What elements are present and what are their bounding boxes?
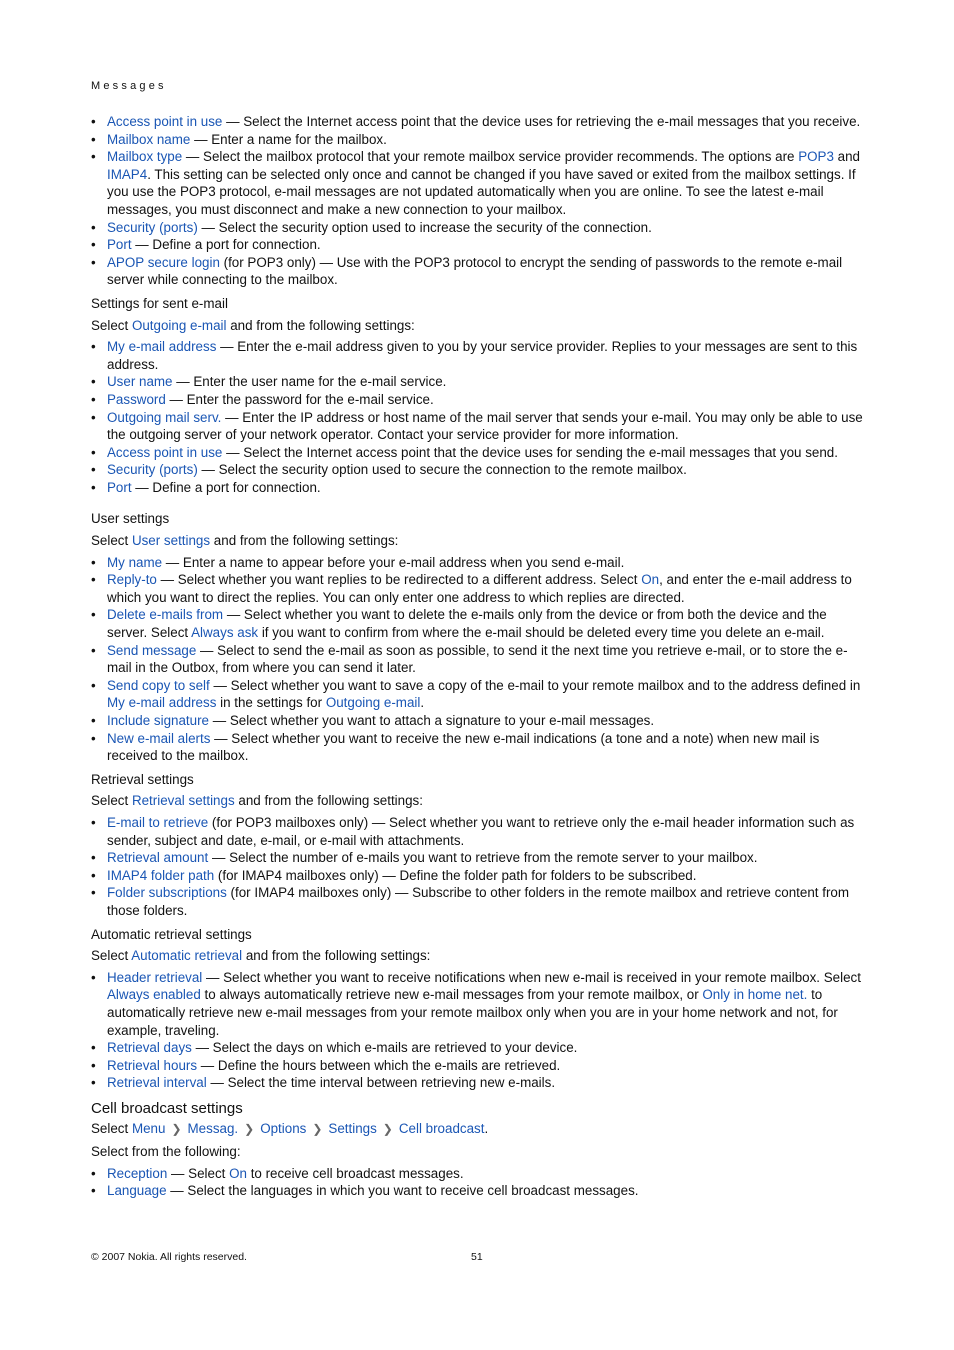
option-my-e-mail-address-link[interactable]: My e-mail address	[107, 695, 217, 711]
description-text: — Select to send the e-mail as soon as possible, to send it the next time you retrieve e-mail, or to store the e-mail in the Outbox, from where you can send it later.	[107, 642, 848, 676]
list-item	[91, 554, 866, 572]
automatic-retrieval-list	[91, 969, 866, 1092]
setting-new-e-mail-alerts-link[interactable]: New e-mail alerts	[107, 730, 211, 746]
setting-security-ports-link[interactable]: Security (ports)	[107, 219, 198, 235]
option-pop3-link[interactable]: POP3	[798, 149, 834, 165]
description-text: — Enter the password for the e-mail service.	[165, 391, 434, 407]
list-item	[91, 1074, 866, 1092]
setting-retrieval-interval-link[interactable]: Retrieval interval	[107, 1075, 207, 1091]
intro-text: and from the following settings:	[234, 793, 423, 809]
path-options-link[interactable]: Options	[260, 1121, 307, 1137]
setting-folder-subscriptions-link[interactable]: Folder subscriptions	[107, 885, 227, 901]
chevron-right-icon: ❯	[244, 1122, 255, 1137]
sent-email-list	[91, 338, 866, 496]
setting-port-link[interactable]: Port	[107, 237, 132, 253]
description-text: — Select whether you want to save a copy of the e-mail to your remote mailbox and to the address defined in	[209, 677, 861, 693]
setting-reception-link[interactable]: Reception	[107, 1165, 168, 1181]
cell-broadcast-path	[91, 1120, 866, 1139]
list-item	[91, 867, 866, 885]
list-item	[91, 113, 866, 131]
retrieval-settings-heading: Retrieval settings	[91, 771, 194, 787]
list-item	[91, 444, 866, 462]
option-on-link[interactable]: On	[229, 1165, 247, 1181]
path-end: .	[484, 1121, 489, 1137]
setting-include-signature-link[interactable]: Include signature	[107, 713, 209, 728]
automatic-retrieval-link[interactable]: Automatic retrieval	[131, 948, 243, 964]
page-content	[91, 113, 866, 1200]
description-text: — Enter the e-mail address given to you by your service provider. Replies to your messages are sent to this address.	[107, 339, 858, 372]
chevron-right-icon: ❯	[382, 1122, 393, 1137]
list-item	[91, 814, 866, 849]
list-item	[91, 884, 866, 919]
description-text: .	[420, 695, 425, 711]
description-text: — Select the languages in which you want to receive cell broadcast messages.	[166, 1183, 639, 1199]
setting-password-link[interactable]: Password	[107, 391, 166, 407]
description-text: , and enter the e-mail address to which you want to direct the replies. You can only enter one address to which replies are directed.	[107, 572, 852, 605]
path-cell-broadcast-link[interactable]: Cell broadcast	[398, 1121, 485, 1137]
setting-outgoing-mail-serv-link[interactable]: Outgoing mail serv.	[107, 409, 222, 425]
description-text: — Select the security option used to secure the connection to the remote mailbox.	[197, 462, 687, 478]
list-item	[91, 391, 866, 409]
list-item	[91, 1057, 866, 1075]
setting-mailbox-type-link[interactable]: Mailbox type	[107, 149, 183, 165]
description-text: — Define a port for connection.	[131, 479, 321, 495]
description-text: — Enter the user name for the e-mail service.	[172, 374, 447, 390]
list-item	[91, 373, 866, 391]
cell-broadcast-list	[91, 1165, 866, 1200]
list-item	[91, 606, 866, 641]
outgoing-email-link[interactable]: Outgoing e-mail	[131, 317, 227, 333]
setting-access-point-in-use-link[interactable]: Access point in use	[107, 114, 223, 129]
user-settings-intro	[91, 532, 866, 550]
option-always-ask-link[interactable]: Always ask	[191, 625, 259, 641]
description-text: — Select whether you want to delete the e-mails only from the device or from both the device and the server. Select	[107, 607, 827, 641]
list-item	[91, 1165, 866, 1183]
chevron-right-icon: ❯	[171, 1122, 182, 1137]
cell-broadcast-intro: Select from the following:	[91, 1144, 241, 1160]
description-text: — Select the Internet access point that the device uses for sending the e-mail messages that you send.	[222, 444, 838, 460]
list-item	[91, 1182, 866, 1200]
user-settings-list	[91, 554, 866, 765]
setting-e-mail-to-retrieve-link[interactable]: E-mail to retrieve	[107, 814, 209, 830]
list-item	[91, 849, 866, 867]
intro-text: and from the following settings:	[210, 533, 399, 549]
path-settings-link[interactable]: Settings	[328, 1121, 377, 1137]
description-text: to always automatically retrieve new e-mail messages from your remote mailbox, or	[200, 987, 703, 1003]
running-header: Messages	[91, 80, 167, 92]
description-text: (for POP3 mailboxes only) — Select whether you want to retrieve only the e-mail header information such as sender, subject and date, e-mail, or e-mail with attachments.	[107, 814, 855, 848]
description-text: — Select the mailbox protocol that your remote mailbox service provider recommends. The options are	[182, 149, 799, 165]
intro-text: Select	[91, 948, 132, 964]
page-number: 51	[471, 1251, 483, 1263]
setting-my-name-link[interactable]: My name	[107, 554, 163, 570]
option-on-link[interactable]: On	[641, 572, 660, 588]
setting-mailbox-name-link[interactable]: Mailbox name	[107, 131, 191, 147]
description-text: — Select whether you want replies to be redirected to a different address. Select	[156, 572, 642, 588]
retrieval-settings-intro	[91, 792, 866, 810]
setting-send-message-link[interactable]: Send message	[107, 642, 197, 658]
setting-access-point-in-use-link[interactable]: Access point in use	[107, 444, 223, 460]
mailbox-settings-list	[91, 113, 866, 289]
list-item	[91, 131, 866, 149]
description-text: — Select whether you want to attach a signature to your e-mail messages.	[209, 713, 655, 728]
description-text: (for POP3 only) — Use with the POP3 protocol to encrypt the sending of passwords to the remote e-mail server while connecting to the mailbox.	[107, 254, 843, 288]
option-imap4-link[interactable]: IMAP4	[107, 166, 148, 182]
option-always-enabled-link[interactable]: Always enabled	[107, 987, 201, 1003]
user-settings-link[interactable]: User settings	[131, 533, 211, 549]
setting-delete-e-mails-from-link[interactable]: Delete e-mails from	[107, 607, 224, 623]
description-text: — Select the security option used to increase the security of the connection.	[197, 219, 652, 235]
setting-reply-to-link[interactable]: Reply-to	[107, 572, 157, 588]
description-text: — Enter the IP address or host name of the mail server that sends your e-mail. You may only be able to use the outgoing server of your network operator. Contact your service provider for more information.	[107, 409, 863, 443]
user-settings-heading: User settings	[91, 511, 170, 527]
description-text: (for IMAP4 mailboxes only) — Subscribe to other folders in the remote mailbox and retrieve content from those folders.	[107, 885, 850, 918]
description-text: — Select whether you want to receive the new e-mail indications (a tone and a note) when new mail is received to the mailbox.	[107, 730, 820, 764]
setting-header-retrieval-link[interactable]: Header retrieval	[107, 969, 203, 985]
copyright: © 2007 Nokia. All rights reserved.	[91, 1251, 247, 1263]
description-text: to receive cell broadcast messages.	[246, 1165, 464, 1181]
setting-port-link[interactable]: Port	[107, 479, 132, 495]
list-item	[91, 148, 866, 218]
intro-text: and from the following settings:	[226, 317, 415, 333]
sent-email-heading: Settings for sent e-mail	[91, 295, 228, 311]
setting-user-name-link[interactable]: User name	[107, 374, 173, 390]
select-word: Select	[91, 1121, 129, 1137]
chevron-right-icon: ❯	[312, 1122, 323, 1137]
description-text: in the settings for	[216, 695, 326, 711]
description-text: — Define a port for connection.	[131, 237, 321, 253]
retrieval-settings-link[interactable]: Retrieval settings	[131, 793, 235, 809]
setting-retrieval-days-link[interactable]: Retrieval days	[107, 1040, 192, 1056]
description-text: to automatically retrieve new e-mail messages from your remote mailbox only when you are in your home network and not, for example, traveling.	[107, 987, 838, 1038]
intro-text: Select	[91, 793, 132, 809]
description-text: . This setting can be selected only once and cannot be changed if you have saved or exited from the mailbox settings. If you use the POP3 protocol, e-mail messages are not updated automatically when you are online. To see the latest e-mail messages, you must disconnect and make a new connection to your mailbox.	[107, 166, 856, 217]
description-text: if you want to confirm from where the e-mail should be deleted every time you delete an e-mail.	[258, 625, 825, 641]
intro-text: Select	[91, 317, 132, 333]
setting-send-copy-to-self-link[interactable]: Send copy to self	[107, 677, 210, 693]
list-item	[91, 1039, 866, 1057]
setting-language-link[interactable]: Language	[107, 1183, 167, 1199]
option-only-in-home-net-link[interactable]: Only in home net.	[702, 987, 808, 1003]
description-text: — Select the days on which e-mails are retrieved to your device.	[191, 1040, 578, 1056]
list-item	[91, 338, 866, 373]
list-item	[91, 730, 866, 765]
description-text: (for IMAP4 mailboxes only) — Define the folder path for folders to be subscribed.	[214, 867, 697, 883]
option-outgoing-e-mail-link[interactable]: Outgoing e-mail	[325, 695, 421, 711]
retrieval-settings-list	[91, 814, 866, 920]
automatic-retrieval-heading: Automatic retrieval settings	[91, 926, 252, 942]
path-messag-link[interactable]: Messag.	[187, 1121, 239, 1137]
list-item	[91, 219, 866, 237]
setting-apop-secure-login-link[interactable]: APOP secure login	[107, 254, 220, 270]
description-text: and	[833, 149, 860, 165]
sent-email-intro	[91, 317, 866, 335]
setting-retrieval-amount-link[interactable]: Retrieval amount	[107, 850, 209, 866]
list-item	[91, 642, 866, 677]
setting-security-ports-link[interactable]: Security (ports)	[107, 462, 198, 478]
description-text: — Select the time interval between retrieving new e-mails.	[206, 1075, 556, 1091]
description-text: — Select the number of e-mails you want to retrieve from the remote server to your mailbox.	[208, 850, 758, 866]
list-item	[91, 236, 866, 254]
list-item	[91, 677, 866, 712]
path-menu-link[interactable]: Menu	[131, 1121, 166, 1137]
description-text: — Define the hours between which the e-mails are retrieved.	[197, 1057, 561, 1073]
description-text: — Select whether you want to receive notifications when new e-mail is received in your remote mailbox. Select	[202, 969, 861, 985]
list-item	[91, 969, 866, 1039]
list-item	[91, 712, 866, 730]
list-item	[91, 254, 866, 289]
setting-imap4-folder-path-link[interactable]: IMAP4 folder path	[107, 867, 215, 883]
description-text: — Select	[167, 1165, 230, 1181]
setting-retrieval-hours-link[interactable]: Retrieval hours	[107, 1057, 198, 1073]
description-text: — Enter a name for the mailbox.	[190, 131, 387, 147]
automatic-retrieval-intro	[91, 947, 866, 965]
intro-text: and from the following settings:	[242, 948, 431, 964]
intro-text: Select	[91, 533, 132, 549]
cell-broadcast-heading: Cell broadcast settings	[91, 1099, 243, 1117]
list-item	[91, 409, 866, 444]
setting-my-e-mail-address-link[interactable]: My e-mail address	[107, 339, 217, 355]
list-item	[91, 461, 866, 479]
list-item	[91, 571, 866, 606]
description-text: — Select the Internet access point that the device uses for retrieving the e-mail messages that you receive.	[222, 114, 861, 129]
description-text: — Enter a name to appear before your e-mail address when you send e-mail.	[162, 554, 625, 570]
list-item	[91, 479, 866, 497]
